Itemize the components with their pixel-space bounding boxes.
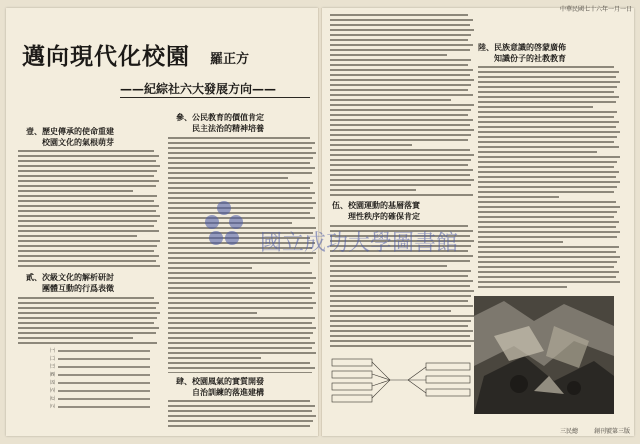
text-line — [18, 265, 160, 267]
outline-item: ㈣ — [50, 371, 150, 379]
text-line — [330, 164, 468, 166]
text-line — [478, 276, 616, 278]
section-2-subtitle: 團體互動的行爲表徵 — [42, 284, 114, 293]
text-line — [168, 167, 315, 169]
text-line — [478, 186, 617, 188]
text-line — [478, 216, 614, 218]
text-line — [330, 109, 471, 111]
outline-item: ㈧ — [50, 403, 150, 411]
section-6-title: 陸、民族意識的啓蒙廣佈 — [478, 43, 566, 52]
text-line — [478, 246, 619, 248]
text-line — [18, 195, 157, 197]
text-line — [168, 410, 312, 412]
text-line — [478, 141, 614, 143]
section-5-title: 伍、校園運動的基層落實 — [332, 201, 420, 210]
text-line — [478, 116, 614, 118]
text-line — [18, 165, 160, 167]
text-line — [168, 420, 313, 422]
text-line — [168, 312, 257, 314]
text-line — [478, 251, 616, 253]
text-line — [168, 357, 261, 359]
section-2-title: 貳、次級文化的解析研討 — [26, 273, 114, 282]
text-line — [478, 221, 619, 223]
watermark-emblem — [205, 201, 243, 245]
text-line — [168, 142, 315, 144]
text-line — [18, 210, 156, 212]
text-line — [18, 160, 156, 162]
text-line — [330, 295, 471, 297]
text-line — [168, 327, 316, 329]
section-1-title: 壹、歷史傳承的使命重建 — [26, 127, 114, 136]
text-line — [168, 342, 315, 344]
text-line — [168, 322, 312, 324]
text-line — [478, 281, 620, 283]
text-line — [478, 236, 617, 238]
text-line — [330, 59, 471, 61]
text-line — [330, 285, 470, 287]
text-line — [478, 206, 620, 208]
text-line — [18, 175, 154, 177]
text-line — [330, 325, 468, 327]
text-line — [478, 96, 619, 98]
text-line — [168, 302, 316, 304]
outline-item: ㈢ — [50, 363, 150, 371]
text-line — [168, 405, 315, 407]
body-text-block — [18, 150, 160, 270]
text-line — [330, 330, 473, 332]
text-line — [330, 49, 470, 51]
text-line — [18, 250, 154, 252]
text-line — [330, 69, 473, 71]
text-line — [168, 162, 310, 164]
text-line — [478, 226, 616, 228]
outline-item: ㈥ — [50, 387, 150, 395]
text-line — [330, 154, 474, 156]
text-line — [330, 174, 470, 176]
text-line — [18, 302, 159, 304]
text-line — [168, 297, 312, 299]
text-line — [330, 124, 470, 126]
text-line — [330, 290, 474, 292]
text-line — [168, 362, 310, 364]
section-3-heading — [176, 112, 264, 134]
body-text-block — [478, 66, 620, 291]
text-line — [478, 241, 563, 243]
schematic-chart — [328, 355, 478, 407]
article-title: 邁向現代化校園 — [22, 44, 190, 70]
section-6-subtitle: 知識份子的社教教育 — [494, 54, 566, 63]
section-6-heading — [478, 42, 566, 64]
text-line — [478, 121, 619, 123]
text-line — [330, 149, 470, 151]
outline-item: ㈡ — [50, 355, 150, 363]
text-line — [478, 191, 614, 193]
text-line — [18, 155, 159, 157]
text-line — [478, 286, 567, 288]
text-line — [478, 171, 619, 173]
text-line — [330, 300, 468, 302]
subtitle-rule — [120, 97, 310, 98]
text-line — [330, 134, 471, 136]
text-line — [168, 182, 313, 184]
text-line — [168, 147, 312, 149]
text-line — [330, 39, 468, 41]
text-line — [18, 332, 156, 334]
text-line — [478, 201, 616, 203]
text-line — [18, 170, 157, 172]
text-line — [168, 177, 288, 179]
text-line — [168, 425, 310, 427]
text-line — [18, 255, 159, 257]
text-line — [330, 144, 412, 146]
library-watermark — [202, 186, 462, 276]
article-author: 羅正方 — [210, 52, 250, 67]
text-line — [18, 150, 154, 152]
text-line — [478, 151, 597, 153]
text-line — [168, 400, 310, 402]
section-1-subtitle: 校園文化的氣根萌芽 — [42, 138, 114, 147]
text-line — [478, 126, 616, 128]
event-photo — [474, 296, 614, 414]
chart-connectors — [372, 362, 426, 398]
text-line — [168, 137, 310, 139]
text-line — [330, 310, 451, 312]
text-line — [330, 119, 473, 121]
outline-item: ㈠ — [50, 347, 150, 355]
text-line — [330, 74, 470, 76]
text-line — [18, 225, 154, 227]
text-line — [168, 372, 312, 373]
text-line — [18, 190, 133, 192]
outline-list — [50, 347, 150, 411]
text-line — [478, 261, 617, 263]
section-2-heading — [26, 272, 114, 294]
text-line — [330, 54, 447, 56]
text-line — [168, 152, 316, 154]
text-line — [478, 81, 620, 83]
text-line — [478, 136, 617, 138]
text-line — [18, 220, 157, 222]
body-text-block — [330, 14, 474, 196]
text-line — [18, 205, 159, 207]
text-line — [478, 256, 620, 258]
text-line — [478, 76, 616, 78]
text-line — [330, 139, 468, 141]
body-text-block — [18, 297, 160, 345]
text-line — [330, 24, 470, 26]
text-line — [478, 101, 616, 103]
text-line — [478, 131, 620, 133]
text-line — [330, 19, 473, 21]
text-line — [478, 266, 614, 268]
outline-item: ㈦ — [50, 395, 150, 403]
section-5-subtitle: 理性秩序的確保肯定 — [348, 212, 420, 221]
text-line — [330, 94, 473, 96]
text-line — [18, 317, 157, 319]
masthead: 中華民國七十六年一月一日 — [559, 6, 632, 13]
text-line — [478, 271, 619, 273]
article-subtitle: ——紀綜社六大發展方向—— — [120, 82, 277, 96]
text-line — [18, 185, 156, 187]
text-line — [18, 200, 154, 202]
text-line — [330, 169, 473, 171]
section-3-subtitle: 民主法治的精神培養 — [192, 124, 264, 133]
text-line — [18, 322, 154, 324]
text-line — [18, 180, 159, 182]
text-line — [330, 99, 451, 101]
text-line — [18, 327, 159, 329]
footer-right-a: 三民總 — [560, 428, 579, 435]
chart-left-boxes — [332, 359, 372, 402]
text-line — [330, 305, 473, 307]
text-line — [330, 179, 474, 181]
text-line — [168, 277, 316, 279]
text-line — [478, 86, 617, 88]
text-line — [18, 230, 159, 232]
text-line — [18, 312, 160, 314]
text-line — [478, 211, 617, 213]
text-line — [478, 161, 617, 163]
watermark-text: 國立成功大學圖書館 — [260, 231, 459, 256]
text-line — [330, 315, 474, 317]
text-line — [18, 235, 137, 237]
section-4-title: 肆、校園風氣的實質開發 — [176, 377, 264, 386]
text-line — [478, 181, 620, 183]
text-line — [168, 337, 310, 339]
text-line — [330, 44, 473, 46]
text-line — [330, 129, 474, 131]
footer-right-b: 創刊號第三版 — [594, 428, 631, 435]
text-line — [330, 89, 468, 91]
text-line — [18, 307, 156, 309]
text-line — [330, 84, 471, 86]
text-line — [478, 71, 619, 73]
section-1-heading — [26, 126, 114, 148]
text-line — [168, 282, 313, 284]
text-line — [330, 159, 471, 161]
text-line — [168, 292, 315, 294]
text-line — [18, 245, 157, 247]
text-line — [168, 332, 313, 334]
text-line — [18, 342, 157, 344]
text-line — [330, 335, 470, 337]
text-line — [330, 79, 474, 81]
text-line — [478, 156, 620, 158]
text-line — [18, 215, 160, 217]
section-4-subtitle: 自治訓練的落進建構 — [192, 388, 264, 397]
text-line — [18, 297, 154, 299]
text-line — [478, 146, 619, 148]
text-line — [168, 172, 312, 174]
text-line — [478, 66, 614, 68]
text-line — [478, 106, 593, 108]
text-line — [478, 176, 616, 178]
text-line — [168, 157, 313, 159]
text-line — [478, 231, 620, 233]
text-line — [330, 14, 468, 16]
text-line — [330, 320, 471, 322]
text-line — [478, 196, 559, 198]
text-line — [168, 352, 316, 354]
chart-right-boxes — [426, 363, 470, 396]
text-line — [478, 91, 614, 93]
section-4-heading — [176, 376, 264, 398]
text-line — [18, 260, 156, 262]
text-line — [168, 307, 313, 309]
text-line — [168, 287, 310, 289]
outline-item: ㈤ — [50, 379, 150, 387]
text-line — [478, 111, 617, 113]
text-line — [168, 317, 315, 319]
text-line — [330, 345, 471, 347]
body-text-block — [168, 400, 316, 428]
text-line — [478, 166, 614, 168]
text-line — [330, 29, 474, 31]
text-line — [168, 367, 315, 369]
text-line — [330, 34, 471, 36]
text-line — [18, 240, 160, 242]
text-line — [330, 280, 473, 282]
text-line — [330, 64, 468, 66]
text-line — [168, 415, 316, 417]
text-line — [330, 340, 474, 342]
text-line — [330, 114, 468, 116]
text-line — [18, 337, 133, 339]
text-line — [330, 104, 474, 106]
section-3-title: 參、公民教育的價值肯定 — [176, 113, 264, 122]
text-line — [168, 347, 312, 349]
